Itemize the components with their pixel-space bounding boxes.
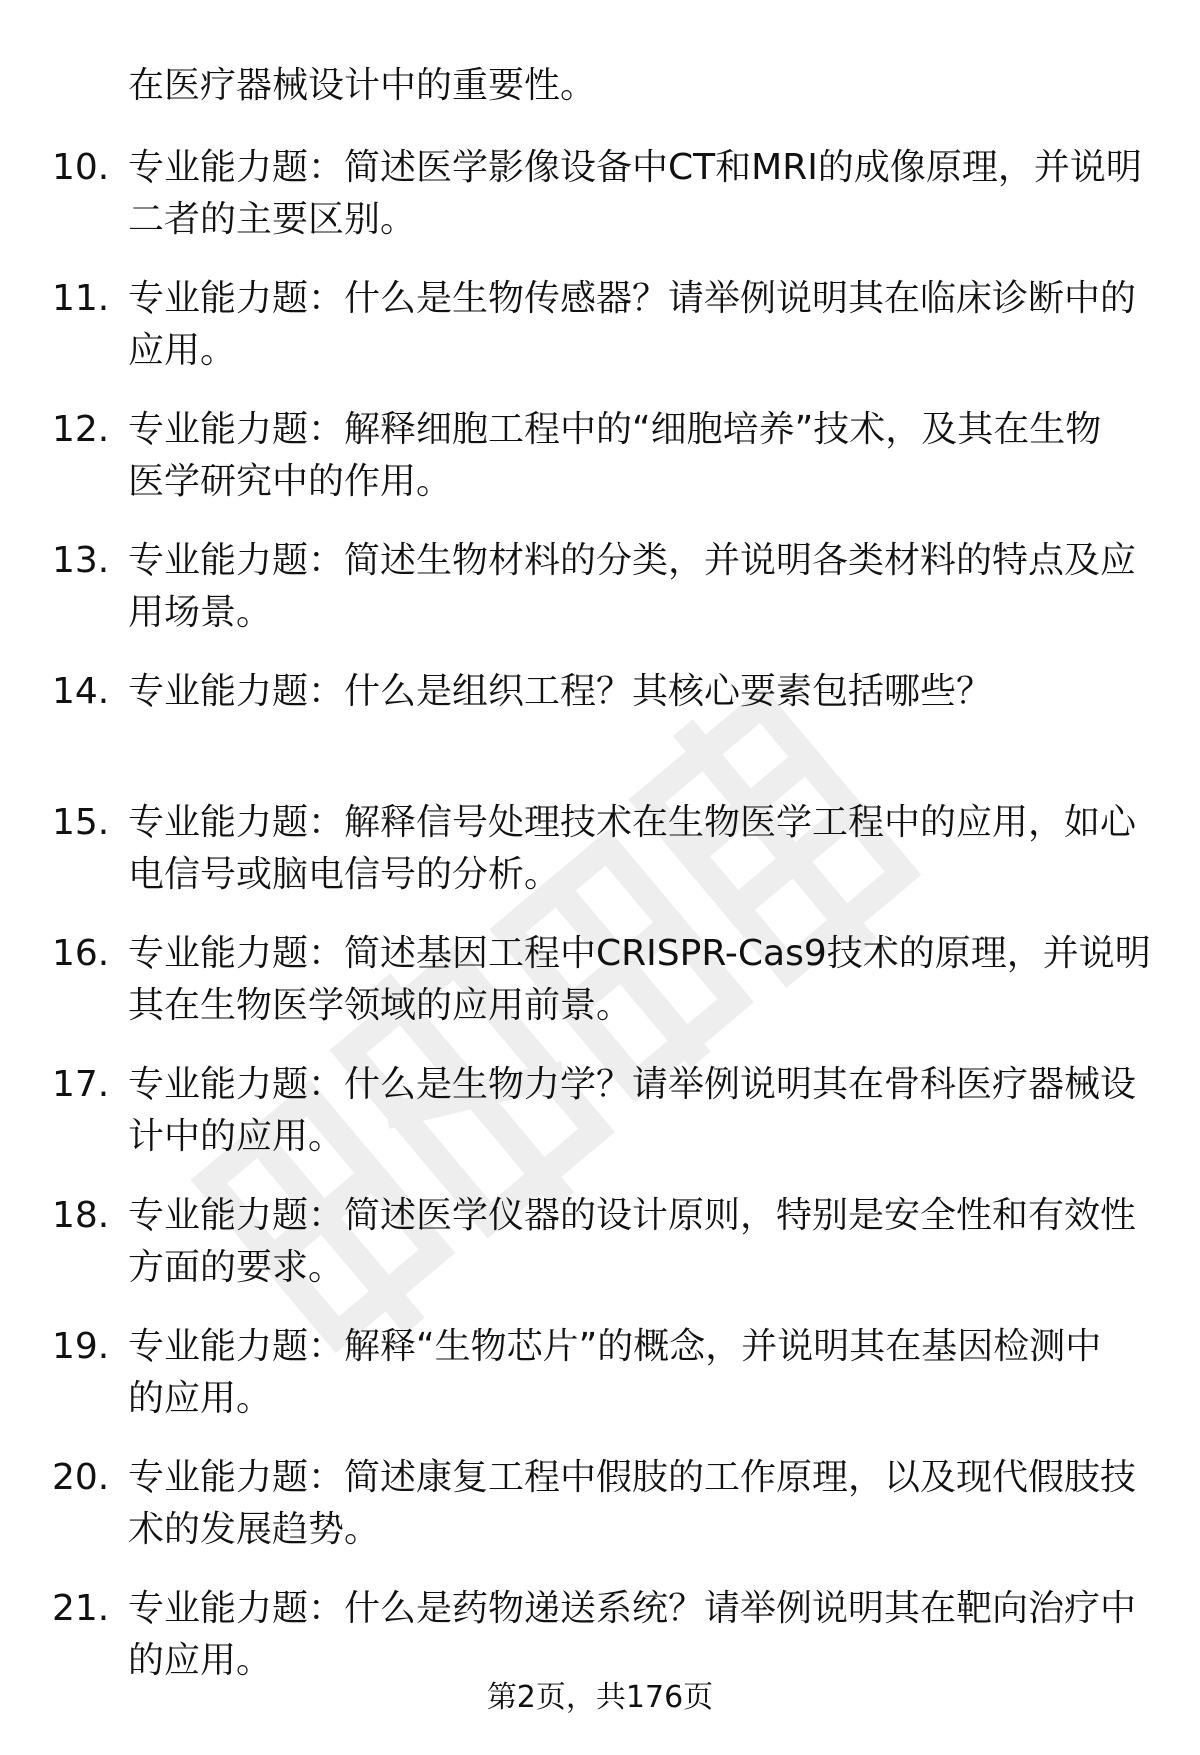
- question-text-line: 专业能力题：简述基因工程中CRISPR-Cas9技术的原理，并说明: [128, 933, 1151, 974]
- question-item: [0, 1190, 1200, 1288]
- question-item: [0, 273, 1200, 371]
- question-text-line: 术的发展趋势。: [128, 1509, 381, 1550]
- question-list: [0, 142, 1200, 1714]
- question-text-line: 二者的主要区别。: [128, 199, 417, 240]
- question-number: 16.: [52, 933, 110, 974]
- question-text-line: 专业能力题：什么是组织工程？其核心要素包括哪些？: [128, 671, 993, 712]
- question-text-line: 专业能力题：解释细胞工程中的“细胞培养”技术，及其在生物: [128, 409, 1102, 450]
- question-number: 17.: [52, 1064, 110, 1105]
- question-number: 13.: [52, 540, 110, 581]
- question-item: [0, 666, 1200, 718]
- question-text-line: 电信号或脑电信号的分析。: [128, 854, 561, 895]
- question-text-line: 专业能力题：简述生物材料的分类，并说明各类材料的特点及应: [128, 540, 1137, 581]
- question-text-line: 计中的应用。: [128, 1116, 345, 1157]
- question-text-line: 专业能力题：解释“生物芯片”的概念，并说明其在基因检测中: [128, 1326, 1102, 1367]
- question-number: 10.: [52, 147, 110, 188]
- question-text-line: 应用。: [128, 330, 237, 371]
- question-text-line: 专业能力题：简述医学影像设备中CT和MRI的成像原理，并说明: [128, 147, 1142, 188]
- question-item: [0, 797, 1200, 895]
- question-item: [0, 404, 1200, 502]
- question-text-line: 专业能力题：解释信号处理技术在生物医学工程中的应用，如心: [128, 802, 1137, 843]
- question-number: 18.: [52, 1195, 110, 1236]
- question-text-line: 用场景。: [128, 592, 273, 633]
- question-item: [0, 1321, 1200, 1419]
- question-item: [0, 928, 1200, 1026]
- question-text-line: 专业能力题：什么是生物力学？请举例说明其在骨科医疗器械设: [128, 1064, 1137, 1105]
- question-number: 20.: [52, 1457, 110, 1498]
- question-item: [0, 142, 1200, 240]
- question-text-line: 其在生物医学领域的应用前景。: [128, 985, 633, 1026]
- question-text-line: 专业能力题：简述医学仪器的设计原则，特别是安全性和有效性: [128, 1195, 1137, 1236]
- question-item: [0, 1583, 1200, 1681]
- page-footer: 第2页，共176页: [486, 1680, 714, 1715]
- question-number: 19.: [52, 1326, 110, 1367]
- question-text-line: 方面的要求。: [128, 1247, 345, 1288]
- continued-question-text: 在医疗器械设计中的重要性。: [128, 65, 597, 106]
- question-text-line: 的应用。: [128, 1640, 273, 1681]
- question-number: 21.: [52, 1588, 110, 1629]
- question-text-line: 专业能力题：什么是生物传感器？请举例说明其在临床诊断中的: [128, 278, 1137, 319]
- question-item: [0, 1059, 1200, 1157]
- question-text-line: 专业能力题：什么是药物递送系统？请举例说明其在靶向治疗中: [128, 1588, 1137, 1629]
- question-text-line: 的应用。: [128, 1378, 273, 1419]
- question-number: 11.: [52, 278, 110, 319]
- question-text-line: 医学研究中的作用。: [128, 461, 453, 502]
- question-number: 12.: [52, 409, 110, 450]
- question-text-line: 专业能力题：简述康复工程中假肢的工作原理，以及现代假肢技: [128, 1457, 1137, 1498]
- question-number: 14.: [52, 671, 110, 712]
- question-item: [0, 535, 1200, 633]
- question-item: [0, 1452, 1200, 1550]
- question-number: 15.: [52, 802, 110, 843]
